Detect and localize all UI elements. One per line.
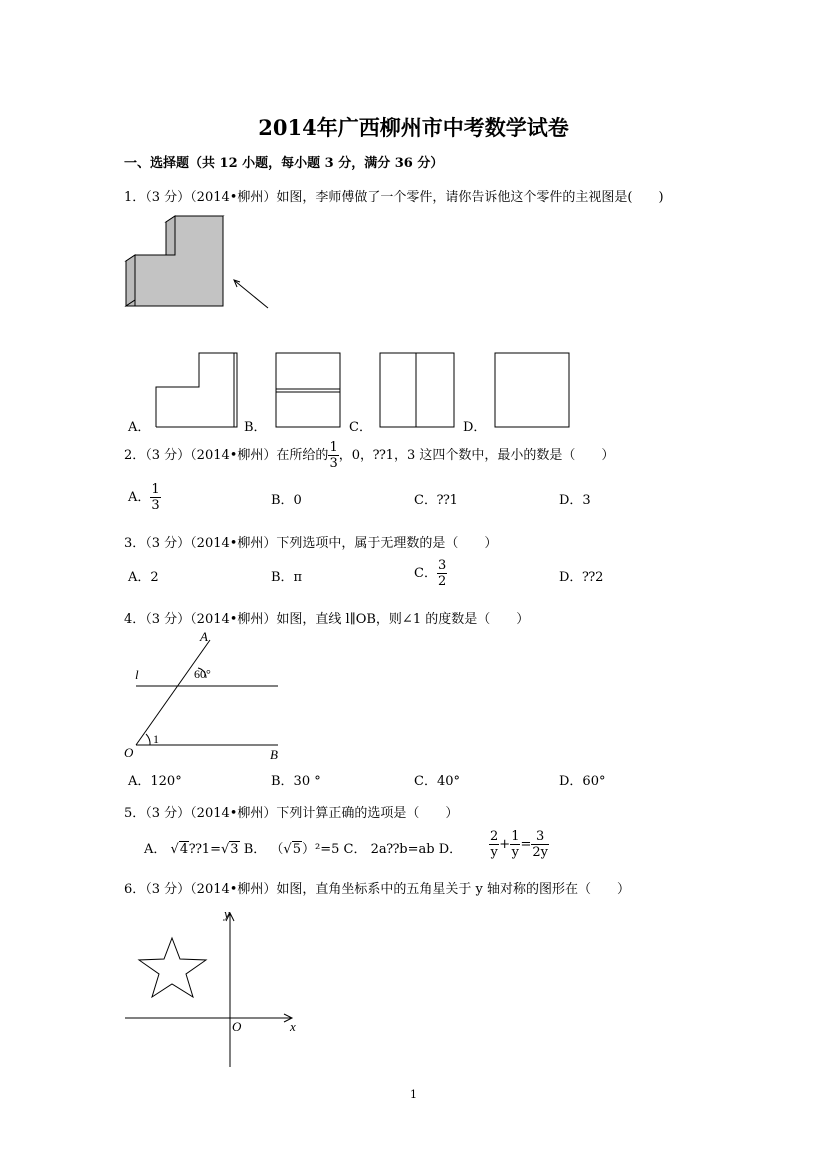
q4-label-angle-60: 60° bbox=[194, 667, 211, 681]
q3-option-a: A．2 bbox=[128, 570, 159, 585]
q1-option-a-label: A． bbox=[128, 420, 151, 435]
question-5-text: 5．（3 分）（2014•柳州）下列计算正确的选项是（ ） bbox=[124, 806, 459, 821]
q3-option-d: D．⁇2 bbox=[559, 570, 604, 585]
q3-option-b: B．π bbox=[271, 570, 303, 585]
question-6-text: 6．（3 分）（2014•柳州）如图，直角坐标系中的五角星关于 y 轴对称的图形在（ ） bbox=[124, 882, 631, 897]
q4-label-angle-1: 1 bbox=[153, 732, 159, 746]
section-header: 一、选择题（共 12 小题，每小题 3 分，满分 36 分） bbox=[124, 156, 444, 171]
q4-label-b: B bbox=[270, 747, 278, 762]
question-4-text: 4．（3 分）（2014•柳州）如图，直线 l∥OB，则∠1 的度数是（ ） bbox=[124, 612, 530, 627]
q1-option-c-figure bbox=[379, 352, 457, 428]
q2-option-c: C．⁇1 bbox=[414, 493, 458, 508]
page-title: 2014年广西柳州市中考数学试卷 bbox=[258, 115, 569, 140]
q1-option-d-figure bbox=[494, 352, 572, 428]
q4-parallel-lines-figure bbox=[120, 628, 290, 768]
q6-label-x: x bbox=[290, 1019, 296, 1034]
question-3-text: 3．（3 分）（2014•柳州）下列选项中，属于无理数的是（ ） bbox=[124, 536, 498, 551]
q2-option-a: A． $\frac{1}{3}$ bbox=[128, 482, 160, 513]
q2-option-d: D．3 bbox=[559, 493, 591, 508]
question-2-text bbox=[124, 440, 614, 471]
q5-option-d-expression: $\frac{2}{y}$ + $\frac{1}{y}$ = $\frac{3}{2y}$ bbox=[490, 829, 548, 860]
q2-suffix: ，0，⁇1，3 这四个数中，最小的数是（ ） bbox=[338, 448, 615, 463]
q1-3d-part-figure bbox=[120, 212, 280, 322]
q4-option-c: C．40° bbox=[414, 774, 460, 789]
q1-option-c-label: C． bbox=[349, 420, 372, 435]
q5-options-line: A． √4⁇1=√3 B． （√5）²=5 C． 2a⁇b=ab D． bbox=[144, 842, 463, 857]
q4-option-b: B．30 ° bbox=[271, 774, 321, 789]
q4-label-a: A bbox=[200, 629, 208, 644]
q1-option-d-label: D． bbox=[463, 420, 487, 435]
page-number: 1 bbox=[410, 1088, 417, 1101]
q4-label-o: O bbox=[124, 745, 134, 760]
question-1-text: 1．（3 分）（2014•柳州）如图，李师傅做了一个零件，请你告诉他这个零件的主视图是( ) bbox=[124, 190, 664, 205]
q6-label-y: y bbox=[224, 906, 230, 921]
q4-label-l: l bbox=[135, 667, 139, 682]
q1-option-a-figure bbox=[155, 352, 240, 428]
q1-option-b-label: B． bbox=[244, 420, 267, 435]
q2-prefix: 2．（3 分）（2014•柳州）在所给的 bbox=[124, 448, 329, 463]
q1-option-b-figure bbox=[275, 352, 342, 428]
q6-coordinate-star-figure bbox=[120, 905, 310, 1070]
q4-option-a: A．120° bbox=[128, 774, 182, 789]
q3-option-c: C． $\frac{3}{2}$ bbox=[414, 558, 447, 589]
q2-option-b: B．0 bbox=[271, 493, 302, 508]
q6-label-o: O bbox=[232, 1019, 242, 1034]
q2-fraction: $\frac{1}{3}$ bbox=[329, 440, 338, 471]
q4-option-d: D．60° bbox=[559, 774, 606, 789]
